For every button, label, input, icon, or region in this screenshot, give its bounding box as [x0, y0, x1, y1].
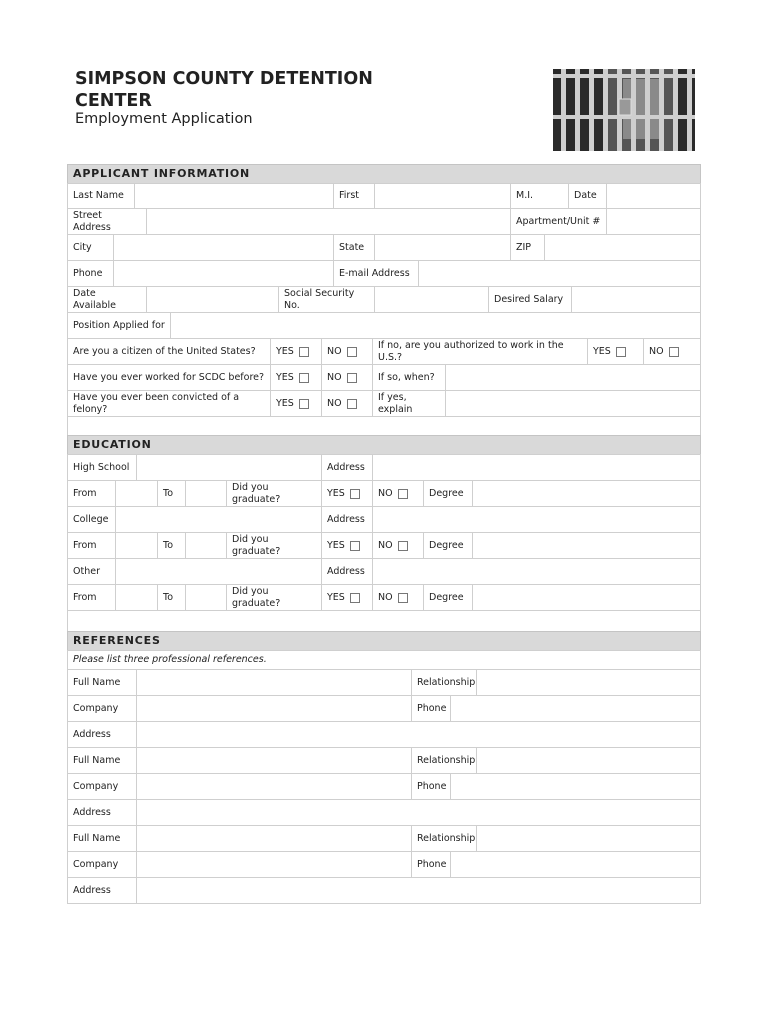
city-field[interactable]	[113, 234, 334, 261]
hs-degree-label: Degree	[423, 480, 473, 507]
ref2-company-field[interactable]	[136, 773, 412, 800]
date-available-label: Date Available	[67, 286, 147, 313]
street-address-label: Street Address	[67, 208, 147, 235]
date-label: Date	[568, 183, 607, 209]
first-name-label: First	[333, 183, 375, 209]
ref3-relationship-label: Relationship	[411, 825, 477, 852]
hs-from-label: From	[67, 480, 116, 507]
ref3-company-field[interactable]	[136, 851, 412, 878]
college-label: College	[67, 506, 116, 533]
other-no-option[interactable]	[372, 584, 424, 611]
high-school-address-field[interactable]	[372, 454, 701, 481]
checkbox[interactable]	[350, 541, 360, 551]
date-field[interactable]	[606, 183, 701, 209]
citizen-question: Are you a citizen of the United States?	[67, 338, 271, 365]
jail-bars-icon	[553, 69, 695, 151]
ref2-full-name-label: Full Name	[67, 747, 137, 774]
college-address-label: Address	[321, 506, 373, 533]
ref3-full-name-label: Full Name	[67, 825, 137, 852]
checkbox[interactable]	[669, 347, 679, 357]
checkbox[interactable]	[299, 347, 309, 357]
ref1-address-field[interactable]	[136, 721, 701, 748]
ref3-full-name-field[interactable]	[136, 825, 412, 852]
section-spacer	[67, 416, 701, 436]
other-address-field[interactable]	[372, 558, 701, 585]
other-to-label: To	[157, 584, 186, 611]
checkbox[interactable]	[299, 373, 309, 383]
position-label: Position Applied for	[67, 312, 171, 339]
ref1-relationship-label: Relationship	[411, 669, 477, 696]
ref2-phone-label: Phone	[411, 773, 451, 800]
checkbox[interactable]	[616, 347, 626, 357]
checkbox[interactable]	[398, 541, 408, 551]
convicted-yes-option[interactable]	[270, 390, 322, 417]
citizen-no-option[interactable]	[321, 338, 373, 365]
citizen-yes-option[interactable]	[270, 338, 322, 365]
checkbox[interactable]	[299, 399, 309, 409]
ref3-phone-field[interactable]	[450, 851, 701, 878]
ref3-company-label: Company	[67, 851, 137, 878]
education-heading: EDUCATION	[67, 435, 701, 455]
no-label: NO	[649, 345, 664, 357]
references-note: Please list three professional references.	[67, 650, 701, 670]
when-question: If so, when?	[372, 364, 446, 391]
authorized-yes-option[interactable]	[587, 338, 644, 365]
street-address-field[interactable]	[146, 208, 511, 235]
desired-salary-field[interactable]	[571, 286, 701, 313]
hs-from-field[interactable]	[115, 480, 158, 507]
authorized-no-option[interactable]	[643, 338, 701, 365]
college-to-label: To	[157, 532, 186, 559]
checkbox[interactable]	[347, 373, 357, 383]
ref1-address-label: Address	[67, 721, 137, 748]
no-label: NO	[327, 397, 342, 409]
date-available-field[interactable]	[146, 286, 279, 313]
email-field[interactable]	[418, 260, 701, 287]
ssn-label: Social Security No.	[278, 286, 375, 313]
city-label: City	[67, 234, 114, 261]
ref1-company-field[interactable]	[136, 695, 412, 722]
ref1-phone-field[interactable]	[450, 695, 701, 722]
hs-yes-option[interactable]	[321, 480, 373, 507]
hs-graduate-question: Did you graduate?	[226, 480, 322, 507]
apartment-unit-field[interactable]	[606, 208, 701, 235]
no-label: NO	[378, 591, 393, 603]
yes-label: YES	[327, 539, 345, 551]
hs-degree-field[interactable]	[472, 480, 701, 507]
yes-label: YES	[276, 397, 294, 409]
checkbox[interactable]	[347, 399, 357, 409]
worked-no-option[interactable]	[321, 364, 373, 391]
ref3-address-label: Address	[67, 877, 137, 904]
checkbox[interactable]	[398, 593, 408, 603]
ref3-phone-label: Phone	[411, 851, 451, 878]
when-field[interactable]	[445, 364, 701, 391]
zip-label: ZIP	[510, 234, 545, 261]
other-label: Other	[67, 558, 116, 585]
college-from-label: From	[67, 532, 116, 559]
ref2-full-name-field[interactable]	[136, 747, 412, 774]
form-subtitle: Employment Application	[75, 111, 253, 127]
no-label: NO	[378, 487, 393, 499]
jail-bars-photo	[553, 69, 695, 151]
college-degree-label: Degree	[423, 532, 473, 559]
ref2-address-label: Address	[67, 799, 137, 826]
no-label: NO	[327, 371, 342, 383]
state-field[interactable]	[374, 234, 511, 261]
references-heading: REFERENCES	[67, 631, 701, 651]
high-school-label: High School	[67, 454, 137, 481]
other-graduate-question: Did you graduate?	[226, 584, 322, 611]
ref1-company-label: Company	[67, 695, 137, 722]
yes-label: YES	[593, 345, 611, 357]
phone-field[interactable]	[113, 260, 334, 287]
college-no-option[interactable]	[372, 532, 424, 559]
explain-question: If yes, explain	[372, 390, 446, 417]
high-school-address-label: Address	[321, 454, 373, 481]
mi-label: M.I.	[510, 183, 569, 209]
other-degree-field[interactable]	[472, 584, 701, 611]
other-to-field[interactable]	[185, 584, 227, 611]
checkbox[interactable]	[350, 489, 360, 499]
applicant-heading: APPLICANT INFORMATION	[67, 164, 701, 184]
other-from-field[interactable]	[115, 584, 158, 611]
college-graduate-question: Did you graduate?	[226, 532, 322, 559]
other-yes-option[interactable]	[321, 584, 373, 611]
worked-yes-option[interactable]	[270, 364, 322, 391]
college-field[interactable]	[115, 506, 322, 533]
no-label: NO	[327, 345, 342, 357]
ref1-relationship-field[interactable]	[476, 669, 701, 696]
yes-label: YES	[327, 591, 345, 603]
ref1-full-name-label: Full Name	[67, 669, 137, 696]
college-degree-field[interactable]	[472, 532, 701, 559]
hs-to-label: To	[157, 480, 186, 507]
other-from-label: From	[67, 584, 116, 611]
form-title: SIMPSON COUNTY DETENTION CENTER	[75, 69, 373, 111]
college-address-field[interactable]	[372, 506, 701, 533]
college-yes-option[interactable]	[321, 532, 373, 559]
ref3-relationship-field[interactable]	[476, 825, 701, 852]
position-field[interactable]	[170, 312, 701, 339]
authorized-question: If no, are you authorized to work in the U.S.?	[372, 338, 588, 365]
ssn-field[interactable]	[374, 286, 489, 313]
convicted-no-option[interactable]	[321, 390, 373, 417]
zip-field[interactable]	[544, 234, 701, 261]
yes-label: YES	[276, 371, 294, 383]
last-name-field[interactable]	[134, 183, 334, 209]
last-name-label: Last Name	[67, 183, 135, 209]
hs-to-field[interactable]	[185, 480, 227, 507]
first-name-field[interactable]	[374, 183, 511, 209]
apartment-unit-label: Apartment/Unit #	[510, 208, 607, 235]
college-to-field[interactable]	[185, 532, 227, 559]
high-school-field[interactable]	[136, 454, 322, 481]
ref1-phone-label: Phone	[411, 695, 451, 722]
checkbox[interactable]	[398, 489, 408, 499]
worked-question: Have you ever worked for SCDC before?	[67, 364, 271, 391]
phone-label: Phone	[67, 260, 114, 287]
ref3-address-field[interactable]	[136, 877, 701, 904]
other-field[interactable]	[115, 558, 322, 585]
yes-label: YES	[276, 345, 294, 357]
convicted-question: Have you ever been convicted of a felony?	[67, 390, 271, 417]
ref2-company-label: Company	[67, 773, 137, 800]
desired-salary-label: Desired Salary	[488, 286, 572, 313]
checkbox[interactable]	[350, 593, 360, 603]
email-label: E-mail Address	[333, 260, 419, 287]
other-address-label: Address	[321, 558, 373, 585]
no-label: NO	[378, 539, 393, 551]
other-degree-label: Degree	[423, 584, 473, 611]
explain-field[interactable]	[445, 390, 701, 417]
ref2-phone-field[interactable]	[450, 773, 701, 800]
ref2-address-field[interactable]	[136, 799, 701, 826]
hs-no-option[interactable]	[372, 480, 424, 507]
ref2-relationship-field[interactable]	[476, 747, 701, 774]
section-spacer	[67, 610, 701, 631]
ref1-full-name-field[interactable]	[136, 669, 412, 696]
checkbox[interactable]	[347, 347, 357, 357]
college-from-field[interactable]	[115, 532, 158, 559]
yes-label: YES	[327, 487, 345, 499]
ref2-relationship-label: Relationship	[411, 747, 477, 774]
state-label: State	[333, 234, 375, 261]
